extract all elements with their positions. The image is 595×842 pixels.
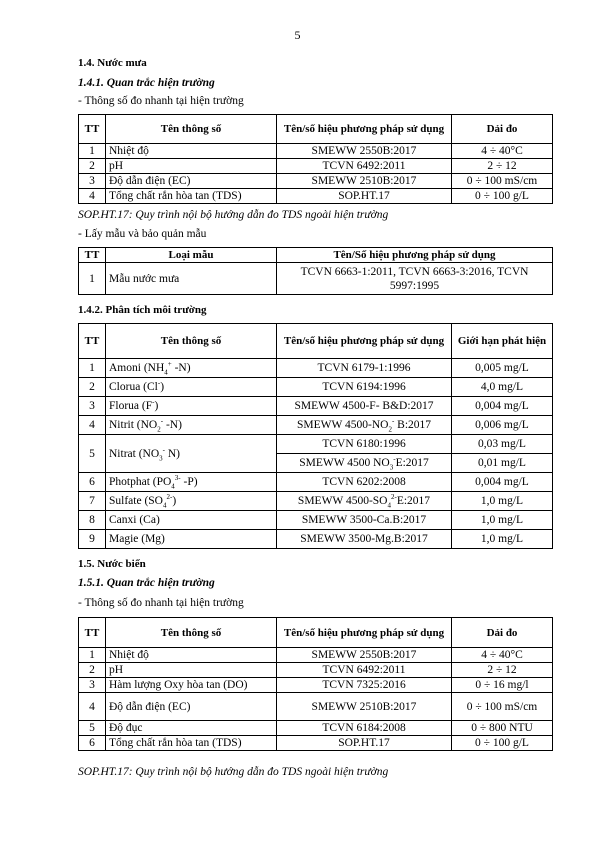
cell-tt: 2 [79,663,106,678]
intro-quick-params: - Thông số đo nhanh tại hiện trường [78,95,244,107]
cell-name: Florua (F-) [106,397,277,416]
cell-range: 0 ÷ 800 NTU [452,721,553,736]
subsection-field-monitoring-sea: 1.5.1. Quan trắc hiện trường [78,577,215,589]
col-header-name: Tên thông số [106,324,277,359]
table-header-row [79,115,553,144]
cell-name: Sulfate $(SO_4^{2-})$ [106,492,277,511]
cell-method: TCVN 6194:1996 [277,378,452,397]
table-row [79,174,553,189]
table-row [79,397,553,416]
cell-method: SMEWW 2510B:2017 [277,693,452,721]
cell-tt: 3 [79,678,106,693]
cell-tt: 3 [79,397,106,416]
cell-name: Nhiệt độ [106,648,277,663]
cell-tt: 5 [79,435,106,473]
cell-name: Clorua (Cl-) [106,378,277,397]
table-row [79,648,553,663]
cell-range: 0 ÷ 100 g/L [452,189,553,204]
cell-name: Tổng chất rắn hòa tan (TDS) [106,189,277,204]
cell-tt: 1 [79,144,106,159]
cell-name: Magie (Mg) [106,530,277,549]
cell-limit: 0,03 mg/L [452,435,553,454]
table-row [79,511,553,530]
table-row [79,189,553,204]
col-header-detection-limit: Giới hạn phát hiện [452,324,553,359]
cell-limit: 0,004 mg/L [452,397,553,416]
cell-tt: 2 [79,159,106,174]
cell-method: SMEWW 4500-F- B&D:2017 [277,397,452,416]
col-header-method: Tên/Số hiệu phương pháp sử dụng [277,248,553,263]
table-row [79,530,553,549]
cell-limit: 0,01 mg/L [452,454,553,473]
cell-range: 2 ÷ 12 [452,663,553,678]
cell-method: TCVN 6202:2008 [277,473,452,492]
table-row [79,159,553,174]
col-header-method: Tên/số hiệu phương pháp sử dụng [277,618,452,648]
cell-limit: 4,0 mg/L [452,378,553,397]
cell-name: Độ dẫn điện (EC) [106,693,277,721]
col-header-sample-type: Loại mẫu [106,248,277,263]
cell-name: Nitrat ($NO_3^-$ N) [106,435,277,473]
cell-tt: 6 [79,736,106,751]
cell-method: SMEWW 3500-Ca.B:2017 [277,511,452,530]
table-sea-field-params [78,617,552,751]
table-row [79,693,553,721]
cell-name: Nhiệt độ [106,144,277,159]
intro-quick-params-sea: - Thông số đo nhanh tại hiện trường [78,597,244,609]
note-sop: SOP.HT.17: Quy trình nội bộ hướng dẫn đo TDS ngoài hiện trường [78,209,389,221]
cell-range: 2 ÷ 12 [452,159,553,174]
table-rain-analysis [78,323,552,549]
cell-tt: 9 [79,530,106,549]
table-row [79,473,553,492]
table-row [79,359,553,378]
cell-sample-type: Mẫu nước mưa [106,263,277,295]
cell-name: Amoni ($NH_4^+$ -N) [106,359,277,378]
col-header-range: Dải đo [452,115,553,144]
table-rain-field-params [78,114,552,204]
cell-tt: 7 [79,492,106,511]
cell-tt: 4 [79,693,106,721]
table-row [79,663,553,678]
table-row [79,435,553,454]
cell-method: TCVN 6663-1:2011, TCVN 6663-3:2016, TCVN 5997:1995 [277,263,553,295]
cell-name: Hàm lượng Oxy hòa tan (DO) [106,678,277,693]
cell-tt: 4 [79,416,106,435]
table-row [79,416,553,435]
table-row [79,263,553,295]
table-header-row [79,324,553,359]
intro-sampling: - Lấy mẫu và bảo quản mẫu [78,228,207,240]
cell-tt: 2 [79,378,106,397]
cell-name: Canxi (Ca) [106,511,277,530]
cell-limit: 0,004 mg/L [452,473,553,492]
cell-method: SMEWW $4500-NO_2^-$ B:2017 [277,416,452,435]
cell-method: SMEWW $4500-SO_4^{2-}E:2017$ [277,492,452,511]
col-header-name: Tên thông số [106,618,277,648]
section-heading-rain-water: 1.4. Nước mưa [78,57,147,69]
section-heading-sea-water: 1.5. Nước biển [78,558,146,570]
cell-name: pH [106,663,277,678]
col-header-method: Tên/số hiệu phương pháp sử dụng [277,115,452,144]
cell-range: 0 ÷ 100 mS/cm [452,693,553,721]
cell-tt: 1 [79,263,106,295]
cell-method: SMEWW 2550B:2017 [277,648,452,663]
page-number: 5 [294,28,301,42]
cell-limit: 0,006 mg/L [452,416,553,435]
cell-limit: 1,0 mg/L [452,511,553,530]
cell-method: TCVN 6492:2011 [277,663,452,678]
cell-tt: 8 [79,511,106,530]
cell-name: pH [106,159,277,174]
cell-range: 0 ÷ 16 mg/l [452,678,553,693]
col-header-tt: TT [79,115,106,144]
cell-method: TCVN 6184:2008 [277,721,452,736]
table-rain-sampling [78,247,552,295]
table-header-row [79,618,553,648]
cell-method: TCVN 7325:2016 [277,678,452,693]
cell-tt: 1 [79,648,106,663]
table-row [79,492,553,511]
cell-tt: 6 [79,473,106,492]
table-row [79,378,553,397]
subsection-env-analysis: 1.4.2. Phân tích môi trường [78,304,207,316]
cell-limit: 1,0 mg/L [452,530,553,549]
cell-method: TCVN 6180:1996 [277,435,452,454]
note-sop-sea: SOP.HT.17: Quy trình nội bộ hướng dẫn đo TDS ngoài hiện trường [78,766,389,778]
col-header-range: Dải đo [452,618,553,648]
cell-method: SMEWW 4500 $NO_3^-E:2017$ [277,454,452,473]
cell-tt: 3 [79,174,106,189]
col-header-name: Tên thông số [106,115,277,144]
cell-name: Photphat ($PO_4^{3-}$ -P) [106,473,277,492]
col-header-method: Tên/số hiệu phương pháp sử dụng [277,324,452,359]
cell-tt: 5 [79,721,106,736]
col-header-tt: TT [79,324,106,359]
cell-method: TCVN 6179-1:1996 [277,359,452,378]
cell-name: Độ dẫn điện (EC) [106,174,277,189]
cell-range: 4 ÷ 40°C [452,144,553,159]
table-row [79,678,553,693]
cell-range: 0 ÷ 100 mS/cm [452,174,553,189]
cell-limit: 1,0 mg/L [452,492,553,511]
cell-limit: 0,005 mg/L [452,359,553,378]
cell-method: SOP.HT.17 [277,189,452,204]
cell-method: SMEWW 3500-Mg.B:2017 [277,530,452,549]
cell-method: TCVN 6492:2011 [277,159,452,174]
col-header-tt: TT [79,618,106,648]
cell-range: 4 ÷ 40°C [452,648,553,663]
subsection-field-monitoring: 1.4.1. Quan trắc hiện trường [78,77,215,89]
cell-name: Nitrit ($NO_2^-$ -N) [106,416,277,435]
table-row [79,144,553,159]
cell-method: SMEWW 2510B:2017 [277,174,452,189]
cell-method: SMEWW 2550B:2017 [277,144,452,159]
col-header-tt: TT [79,248,106,263]
table-header-row [79,248,553,263]
cell-range: 0 ÷ 100 g/L [452,736,553,751]
cell-name: Độ đục [106,721,277,736]
cell-tt: 4 [79,189,106,204]
table-row [79,736,553,751]
cell-name: Tổng chất rắn hòa tan (TDS) [106,736,277,751]
cell-tt: 1 [79,359,106,378]
cell-method: SOP.HT.17 [277,736,452,751]
table-row [79,721,553,736]
